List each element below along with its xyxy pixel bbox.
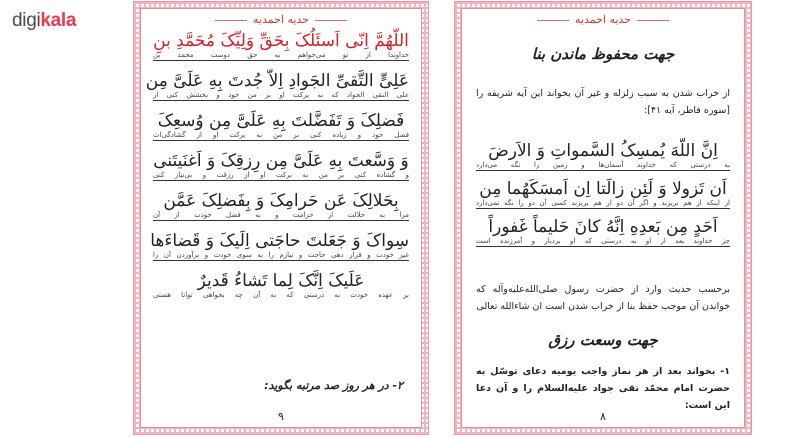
prayer-line-6: سِواکَ وَ جَعَلتَ حاجَتی اِلَیکَ وَ قَضاءَها xyxy=(150,231,409,251)
right-page-number: ۸ xyxy=(600,410,606,423)
translation-line-5: مرا به حلالت از حرامت و به فضل خودت از آن xyxy=(153,211,409,219)
translation-line-2: علی النقی الجواد که به برکت او بر من جود و بخشش کنی از xyxy=(153,91,409,99)
verse-line-3: اَحَدٍ مِن بَعدِهِ اِنَّهُ کانَ حَلیماً غَفوراً xyxy=(488,217,718,237)
verse-block xyxy=(476,141,730,250)
prayer-line-7: عَلَیکَ اِنَّکَ لِما تَشاءُ قَدیرٌ xyxy=(197,271,365,291)
prayer-line-1: اللّهُمَّ اِنّی اَسئَلُکَ بِحَقِّ وَلِیِّکَ مُحَمَّدِ بنِ xyxy=(153,31,409,51)
intro-paragraph: از خراب شدن به سبب زلزله و غیر آن بخواند این آیه شریفه را [سوره فاطر، آیه ۴۱]: xyxy=(476,88,730,116)
heading-building-protection: جهت محفوظ ماندن بنا xyxy=(531,45,675,63)
translation-line-3: فضل خود و زیاده کنی بر من به برکت او از گشادگی‌ات xyxy=(153,131,409,139)
hadith-paragraph: برحسب حدیث وارد از حضرت رسول صلی‌الله‌علیه‌وآله که خواندن آن موجب حفظ بنا از خراب شدن است ان شاءالله تعالی xyxy=(476,284,730,312)
left-book-page xyxy=(134,2,428,434)
right-running-head: حدیه احمدیه xyxy=(462,13,744,26)
translation-line-1: خداوندا از تو می‌خواهم به حق دوست محمد بن xyxy=(153,51,409,59)
prayer-line-3: فَضلِکَ وَ تَفَضَّلتَ بِهِ عَلَیَّ مِن وُسعِکَ xyxy=(157,111,405,131)
left-running-head: حدیه احمدیه xyxy=(141,13,421,26)
prayer-line-5: بِحَلالِکَ عَن حَرامِکَ وَ بِفَضلِکَ عَمَّن xyxy=(163,191,399,211)
logo-part-1: digi xyxy=(12,10,41,31)
heading-sustenance: جهت وسعت رزق xyxy=(548,331,658,349)
verse-line-2: اَن تَزولا وَ لَئِن زالَتا اِن اَمسَکَهُما مِن xyxy=(479,179,727,199)
translation-line-4: و گشاده کنی بر من به برکت او از رزقت و بی‌نیاز کنی xyxy=(153,171,409,179)
digikala-logo[interactable] xyxy=(12,10,76,32)
verse-translation-3: جز خداوند بعد از او به درستی که او بردبار و آمرزنده است xyxy=(476,237,730,245)
verse-line-1: اِنَّ اللّهَ یُمسِکُ السَّمواتِ وَ الاَرضَ xyxy=(488,141,718,161)
translation-line-6: غیر خودت و قرار دهی حاجت و نیازم را به سوی خودت و برآوردن آن را xyxy=(153,251,409,259)
left-footnote: ۲- در هر روز صد مرتبه بگوید: xyxy=(264,379,403,392)
translation-line-7: بر عهده خودت به درستی که به آن چه بخواهی توانا هستی xyxy=(153,291,409,299)
left-page-number: ۹ xyxy=(278,410,284,423)
verse-translation-2: از اینکه از هم بریزند و اگر آن دو از هم بریزند کسی آن دو را نگه نمی‌دارد xyxy=(476,199,730,207)
right-book-page xyxy=(455,2,751,434)
verse-translation-1: به درستی که خداوند آسمان‌ها و زمین را نگه می‌دارد xyxy=(476,161,730,169)
left-prayer-block xyxy=(145,31,409,303)
item-1-paragraph: ۱- بخواند بعد از هر نماز واجب یومیه دعای توسّل به حضرت امام محمّد تقی جواد علیه‌السلام را و آن دعا این است: xyxy=(476,366,730,411)
logo-part-2: kala xyxy=(40,10,77,31)
prayer-line-2: عَلِیٍّ التَّقیِّ الجَوادِ اِلاّ جُدتَ بِهِ عَلَیَّ مِن xyxy=(145,71,409,91)
prayer-line-4: وَ وَسَّعتَ بِهِ عَلَیَّ مِن رِزقِکَ وَ اَغنَیتَنی xyxy=(153,151,409,171)
